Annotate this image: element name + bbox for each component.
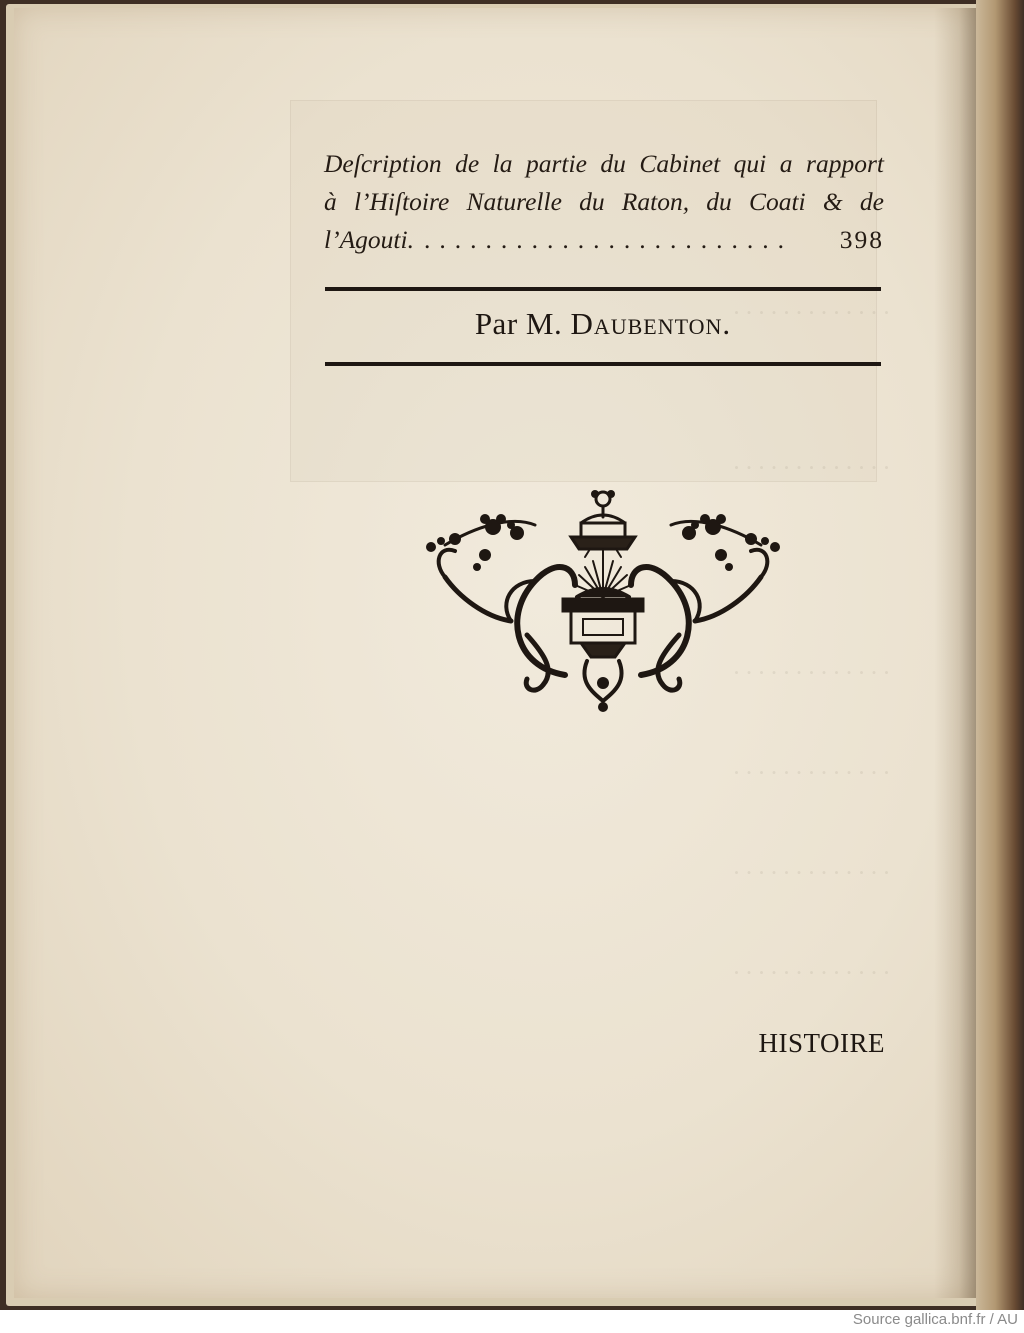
- show-through-text: · · · · · · · · · · · · ·: [733, 860, 890, 887]
- toc-entry-tail: l’Agouti.: [324, 225, 414, 254]
- show-through-text: · · · · · · · · · · · · ·: [733, 660, 890, 687]
- toc-word: à: [324, 187, 337, 216]
- toc-line-3: [324, 221, 884, 259]
- toc-word: du: [706, 187, 732, 216]
- toc-word: qui: [733, 149, 767, 178]
- toc-word: de: [455, 149, 480, 178]
- toc-leader-dots: ........................: [423, 225, 793, 254]
- toc-word: du: [600, 149, 626, 178]
- toc-word: Naturelle: [466, 187, 562, 216]
- top-rule: [325, 287, 881, 291]
- toc-line-1: [324, 145, 884, 183]
- toc-word: l’Hiſtoire: [353, 187, 450, 216]
- cul-de-lampe-ornament: [415, 485, 790, 720]
- toc-word: Deſcription: [324, 149, 442, 178]
- toc-word: a: [779, 149, 793, 178]
- author-line: [325, 306, 881, 342]
- show-through-text: · · · · · · · · · · · · ·: [733, 300, 890, 327]
- bottom-rule: [325, 362, 881, 366]
- toc-word: Raton,: [621, 187, 690, 216]
- table-of-contents-entry: [324, 145, 884, 259]
- author-prefix: Par M.: [474, 306, 563, 341]
- show-through-text: · · · · · · · · · · · · ·: [733, 455, 890, 482]
- toc-word: la: [492, 149, 513, 178]
- page-gutter-shadow: [934, 8, 976, 1298]
- toc-word: Coati: [748, 187, 806, 216]
- toc-word: &: [822, 187, 843, 216]
- toc-line-2: [324, 183, 884, 221]
- toc-word: de: [859, 187, 884, 216]
- source-credit: Source gallica.bnf.fr / AU: [852, 1311, 1018, 1328]
- catchword: HISTOIRE: [758, 1028, 885, 1058]
- author-name: Daubenton.: [570, 306, 732, 341]
- show-through-text: · · · · · · · · · · · · ·: [733, 960, 890, 987]
- book-spine: [976, 0, 1024, 1310]
- toc-page-number: 398: [839, 225, 884, 254]
- toc-word: Cabinet: [639, 149, 721, 178]
- toc-word: rapport: [806, 149, 884, 178]
- toc-word: du: [579, 187, 605, 216]
- show-through-text: · · · · · · · · · · · · ·: [733, 760, 890, 787]
- toc-word: partie: [526, 149, 587, 178]
